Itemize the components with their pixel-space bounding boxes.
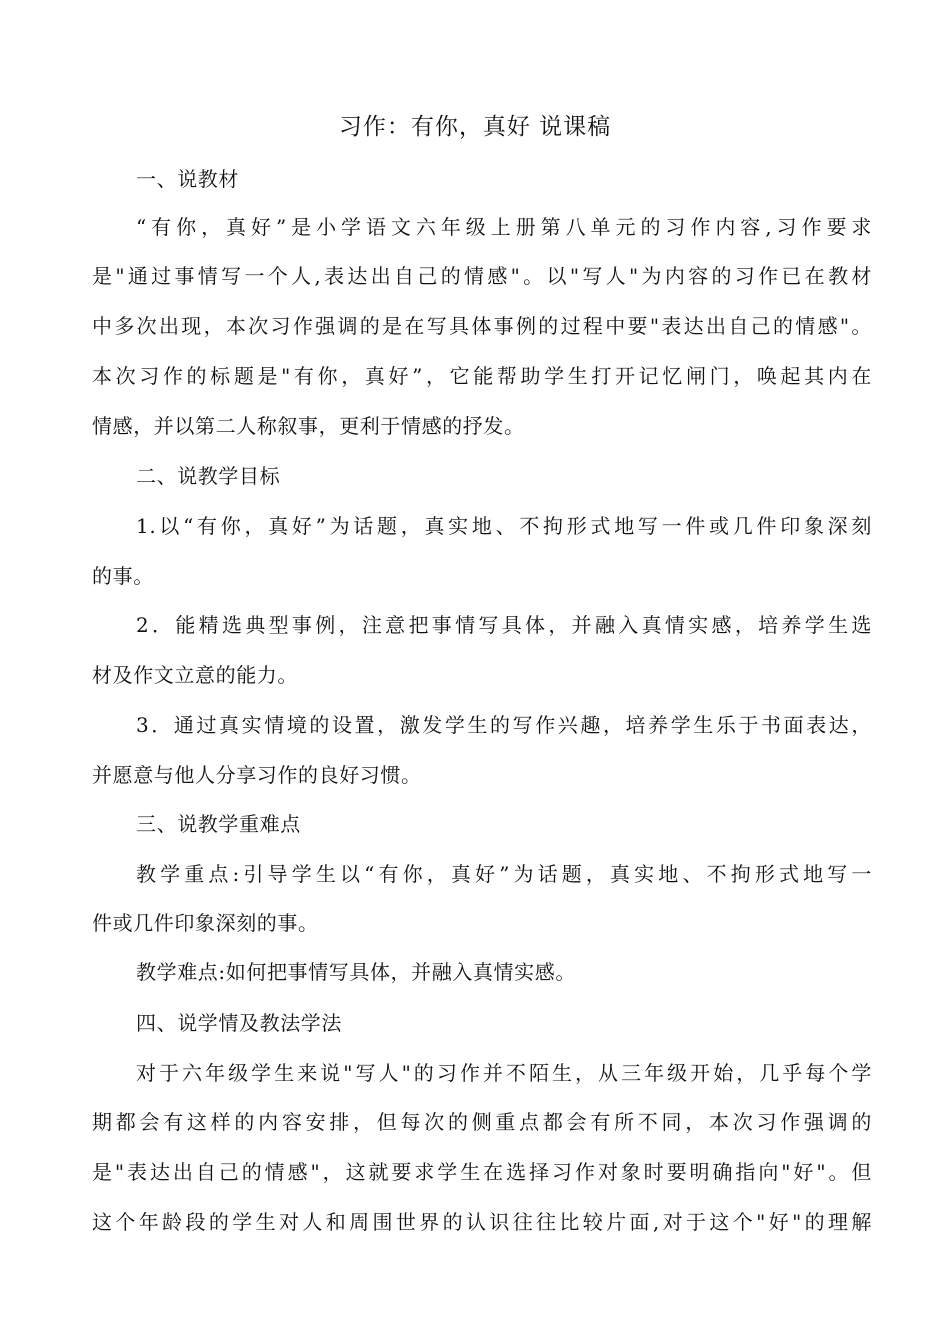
paragraph-line: 教学难点:如何把事情写具体，并融入真情实感。	[136, 960, 576, 984]
paragraph-line: 1.以“有你，真好”为话题，真实地、不拘形式地写一件或几件印象深刻	[136, 514, 872, 538]
paragraph-line: 是"表达出自己的情感"，这就要求学生在选择习作对象时要明确指向"好"。但	[92, 1160, 872, 1184]
paragraph-line: 情感，并以第二人称叙事，更利于情感的抒发。	[92, 414, 525, 438]
document-title: 习作：有你，真好 说课稿	[338, 114, 612, 140]
section-heading-key-points: 三、说教学重难点	[136, 812, 301, 836]
paragraph-line: 材及作文立意的能力。	[92, 663, 298, 687]
paragraph-line: 中多次出现，本次习作强调的是在写具体事例的过程中要"表达出自己的情感"。	[92, 314, 872, 338]
section-heading-learning: 四、说学情及教法学法	[136, 1011, 342, 1035]
paragraph-line: 2．能精选典型事例，注意把事情写具体，并融入真情实感，培养学生选	[136, 613, 872, 637]
paragraph-line: 对于六年级学生来说"写人"的习作并不陌生，从三年级开始，几乎每个学	[136, 1061, 872, 1085]
paragraph-line: 是"通过事情写一个人,表达出自己的情感"。以"写人"为内容的习作已在教材	[92, 264, 872, 288]
paragraph-line: 的事。	[92, 564, 154, 588]
paragraph-line: 期都会有这样的内容安排，但每次的侧重点都会有所不同，本次习作强调的	[92, 1110, 872, 1134]
paragraph-line: 教学重点:引导学生以“有你，真好”为话题，真实地、不拘形式地写一	[136, 862, 872, 886]
paragraph-line: “有你，真好”是小学语文六年级上册第八单元的习作内容,习作要求	[136, 215, 872, 239]
paragraph-line: 3．通过真实情境的设置，激发学生的写作兴趣，培养学生乐于书面表达，	[136, 713, 872, 737]
paragraph-line: 并愿意与他人分享习作的良好习惯。	[92, 763, 422, 787]
paragraph-line: 本次习作的标题是"有你，真好”，它能帮助学生打开记忆闸门，唤起其内在	[92, 364, 872, 388]
section-heading-textbook: 一、说教材	[136, 167, 239, 191]
paragraph-line: 件或几件印象深刻的事。	[92, 911, 319, 935]
section-heading-goals: 二、说教学目标	[136, 464, 281, 488]
paragraph-line: 这个年龄段的学生对人和周围世界的认识往往比较片面,对于这个"好"的理解	[92, 1210, 872, 1234]
